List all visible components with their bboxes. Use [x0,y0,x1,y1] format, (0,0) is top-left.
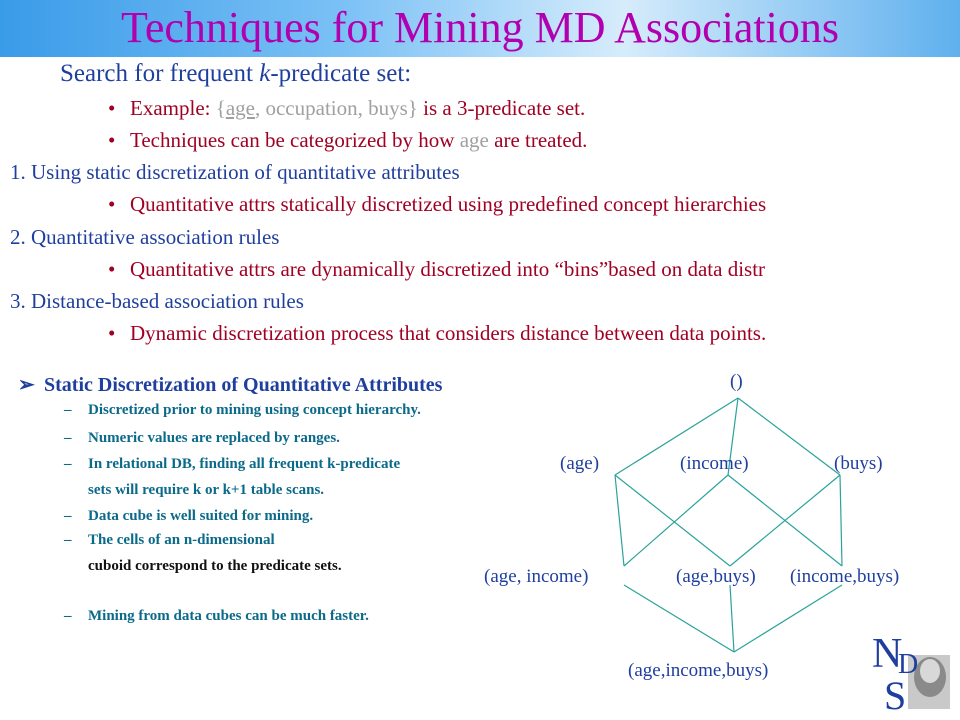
item-3-heading: 3. Distance-based association rules [10,289,304,313]
example-age: age [225,96,255,120]
edge-incomebuys-base [734,585,842,652]
dash-glyph: – [64,508,72,524]
static-point-text: Mining from data cubes can be much faster. [88,608,369,624]
edge-buys-agebuys [730,475,840,566]
bullet-glyph: • [108,128,116,152]
lattice-node-base: (age,income,buys) [628,660,769,681]
lattice-node-apex: () [730,371,743,392]
item-1-heading: 1. Using static discretization of quantitative attributes [10,160,460,184]
example-post: is a 3-predicate set. [417,96,586,120]
static-section-heading-text: Static Discretization of Quantitative Attributes [44,374,443,396]
slide-title: Techniques for Mining MD Associations [121,3,839,52]
svg-text:S: S [884,673,907,713]
example-pre: Example: [130,96,216,120]
edge-agebuys-base [730,585,734,652]
lattice-node-age: (age) [560,453,600,474]
item-3-bullet-text: Dynamic discretization process that considers distance between data points. [130,321,767,345]
techniques-post: are treated. [488,128,588,152]
subtitle-post: -predicate set: [270,60,412,87]
dash-glyph: – [64,608,72,624]
techniques-pre: Techniques can be categorized by how [130,128,460,152]
dash-glyph: – [64,532,72,548]
item-2-bullet-text: Quantitative attrs are dynamically discretized into “bins”based on data distr [130,257,766,281]
static-point-text: Numeric values are replaced by ranges. [88,430,340,446]
lattice-node-income: (income) [680,453,749,474]
svg-text:D: D [898,649,919,680]
lattice-node-income-buys: (income,buys) [790,566,900,587]
dash-glyph: – [64,402,72,418]
subtitle-k: k [259,60,271,87]
item-1-bullet-text: Quantitative attrs statically discretized using predefined concept hierarchies [130,192,767,216]
techniques-age: age [459,128,489,152]
edge-age-ageincome [615,475,624,566]
bullet-glyph: • [108,321,116,345]
static-point-text: The cells of an n-dimensional [88,532,275,548]
edge-ageincome-base [624,585,734,652]
bullet-glyph: • [108,257,116,281]
svg-text:N: N [872,631,903,677]
static-point-text: In relational DB, finding all frequent k-predicate [88,456,401,472]
lattice-node-age-buys: (age,buys) [676,566,756,587]
subtitle-pre: Search for frequent [60,60,260,87]
dash-glyph: – [64,430,72,446]
item-2-heading: 2. Quantitative association rules [10,225,280,249]
example-open: { [215,96,226,120]
dash-glyph: – [64,456,72,472]
example-rest: , occupation, buys} [254,96,418,120]
static-point-continuation: cuboid correspond to the predicate sets. [88,558,342,574]
lattice-node-buys: (buys) [834,453,883,474]
lattice-node-age-income: (age, income) [484,566,589,587]
arrow-bullet-icon: ➢ [18,374,35,396]
ndsu-logo-icon [868,627,954,713]
static-point-text: Data cube is well suited for mining. [88,508,314,524]
edge-buys-incomebuys [840,475,842,566]
bullet-glyph: • [108,192,116,216]
static-point-text: Discretized prior to mining using concept hierarchy. [88,402,421,418]
static-point-continuation: sets will require k or k+1 table scans. [88,482,325,498]
bullet-glyph: • [108,96,116,120]
edge-apex-buys [738,398,840,475]
